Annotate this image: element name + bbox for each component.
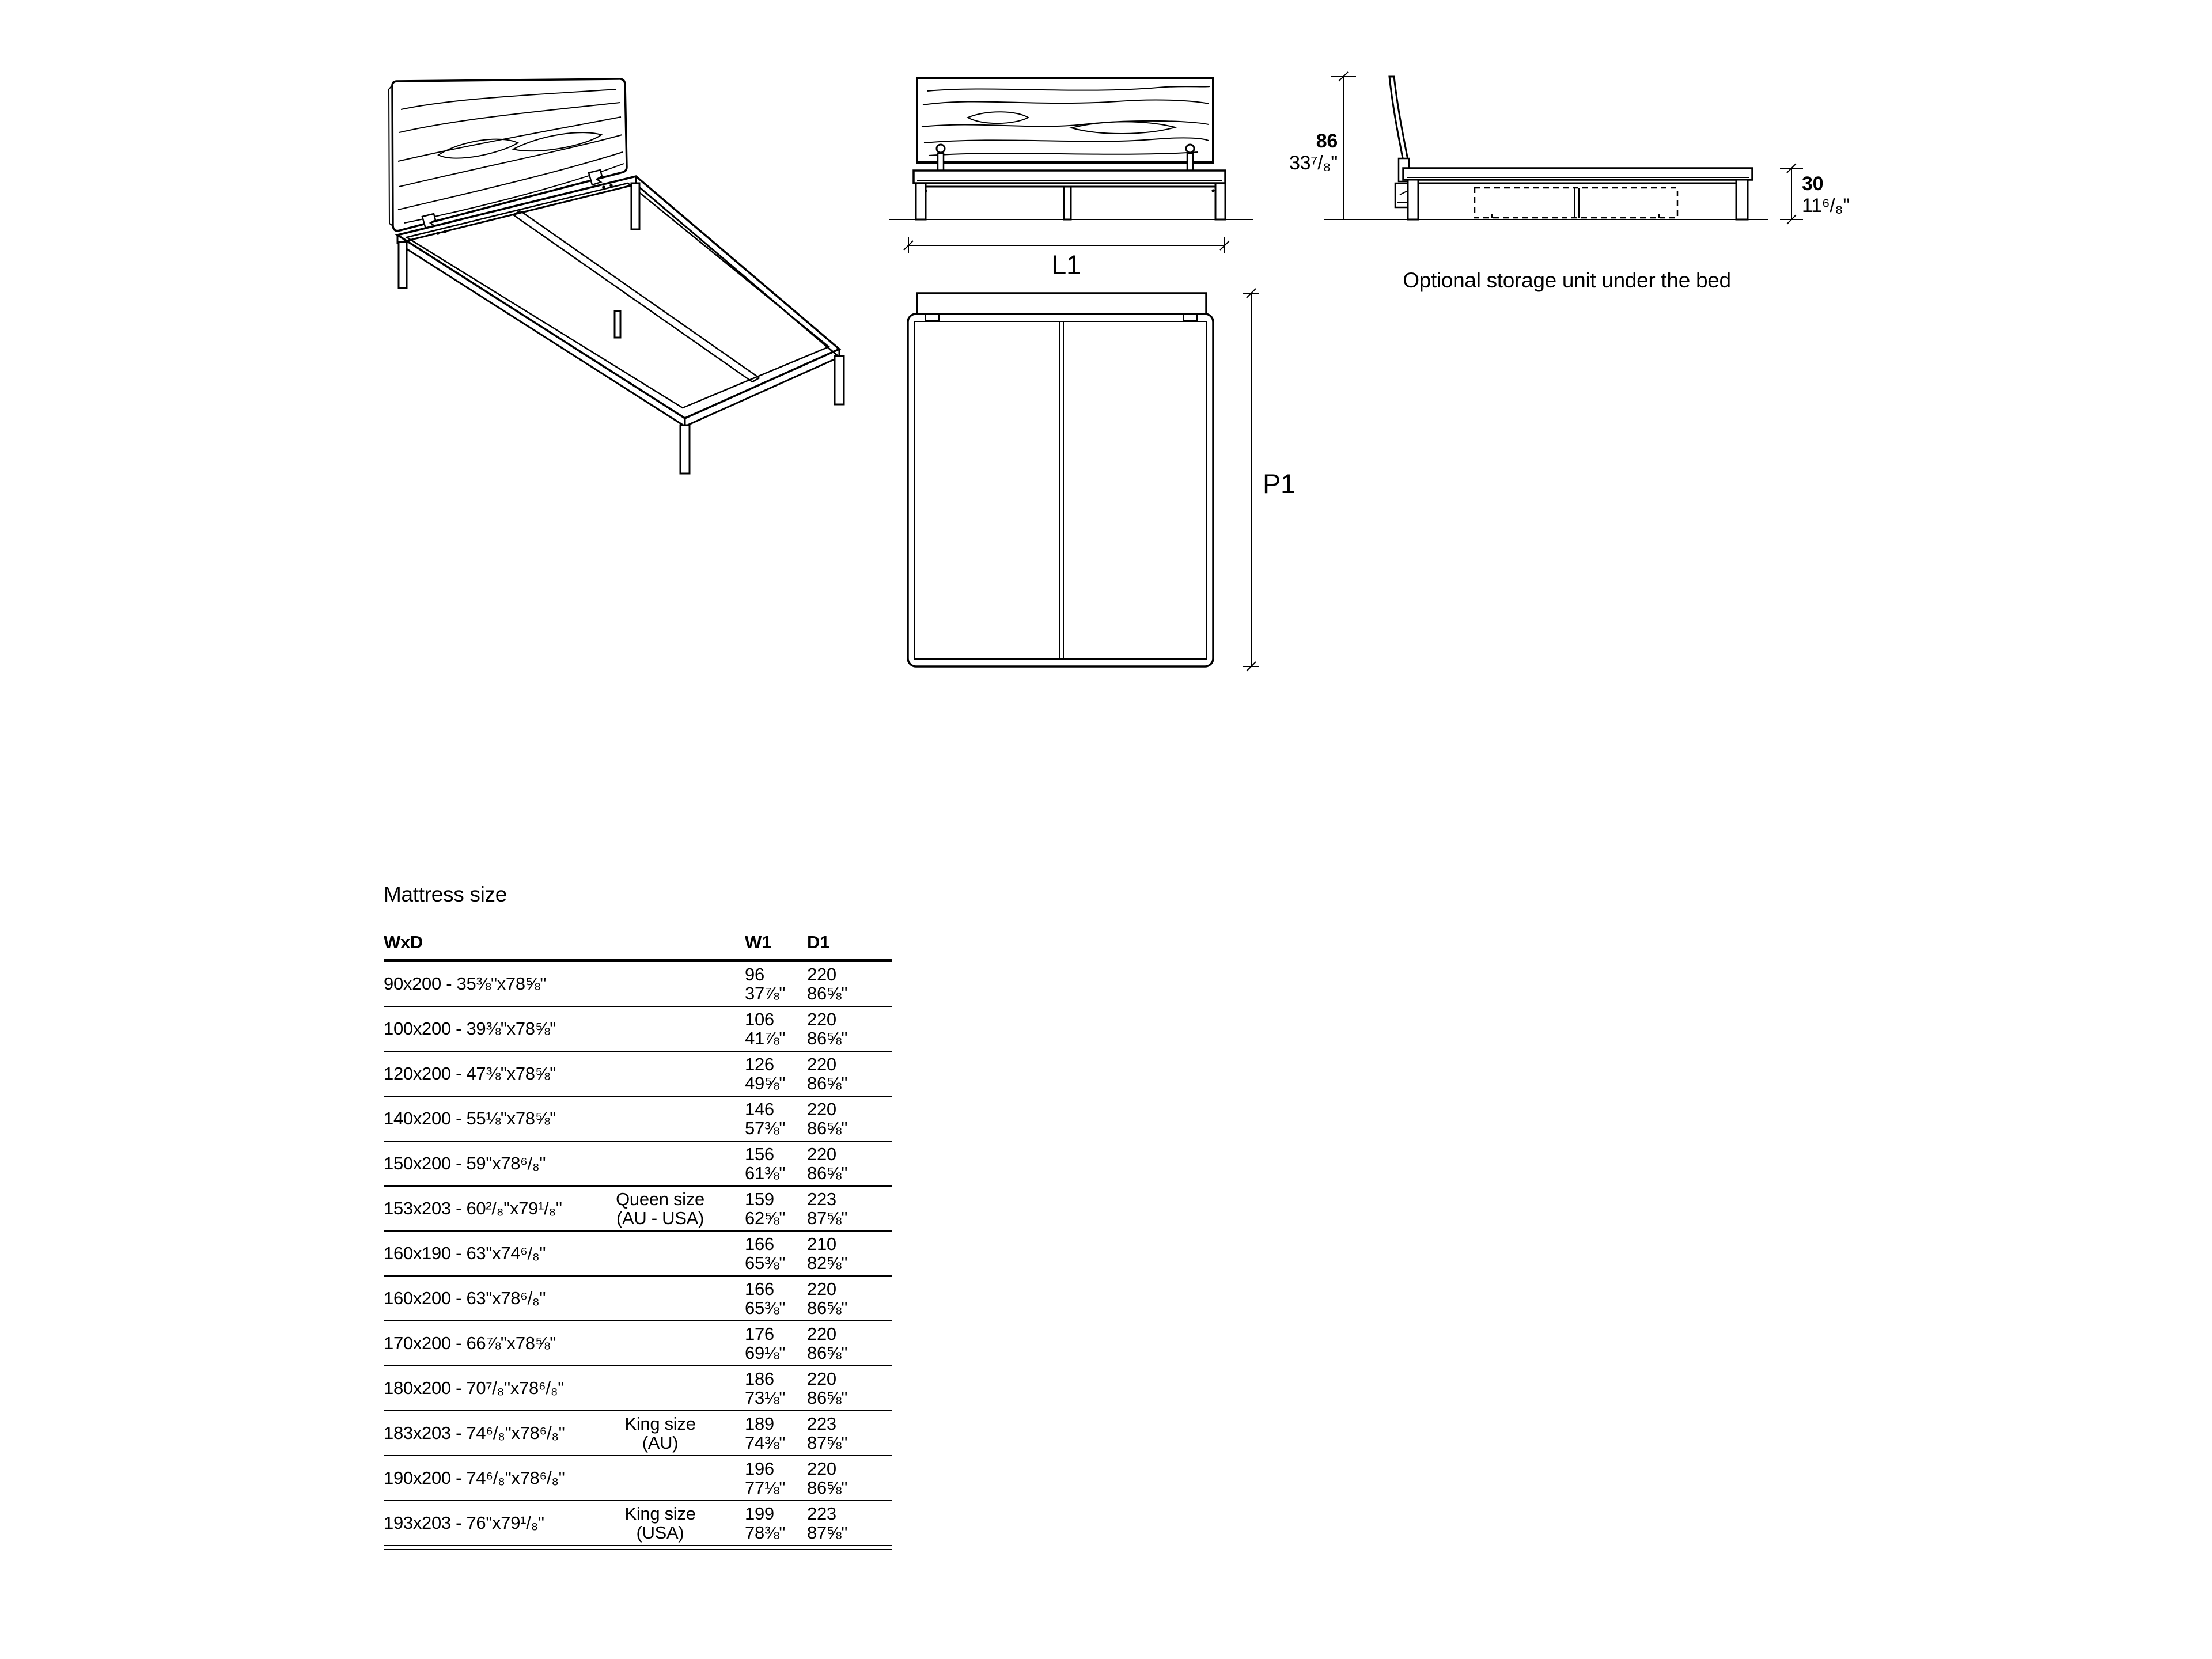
cell-w1: 146 57⅜" [745,1099,786,1138]
cell-wxd: 120x200 - 47⅜"x78⅝" [384,1063,556,1084]
cell-wxd: 90x200 - 35⅜"x78⅝" [384,974,547,994]
cell-d1: 220 86⅝" [807,964,848,1003]
table-row [384,1097,892,1142]
top-view-drawing [887,285,1302,688]
cell-w1: 196 77⅛" [745,1459,786,1498]
front-width-dimension-label: L1 [1051,249,1081,280]
table-row [384,1277,892,1321]
cell-w1: 189 74⅜" [745,1414,786,1453]
column-header-d1: D1 [807,932,830,952]
cell-w1: 166 65⅜" [745,1279,786,1318]
table-row [384,1366,892,1411]
cell-w1: 126 49⅝" [745,1054,786,1093]
table-bottom-rule [384,1549,892,1550]
headboard-height-dimension-label [1279,130,1338,174]
cell-w1: 156 61⅜" [745,1144,786,1183]
bed-plan-view-icon [887,285,1302,688]
cell-d1: 220 86⅝" [807,1054,848,1093]
table-row [384,1232,892,1277]
table-title: Mattress size [384,882,507,906]
frame-height-cm: 30 [1802,173,1824,195]
perspective-view-drawing [369,62,887,491]
table-row [384,1411,892,1456]
mattress-size-table [384,882,892,1550]
top-depth-dimension-label: P1 [1263,468,1296,499]
cell-w1: 186 73⅛" [745,1369,786,1408]
cell-d1: 220 86⅝" [807,1144,848,1183]
cell-wxd: 170x200 - 66⅞"x78⅝" [384,1333,556,1353]
cell-d1: 220 86⅝" [807,1099,848,1138]
cell-w1: 159 62⅝" [745,1189,786,1228]
frame-height-inches: 11⁶/₈" [1802,195,1850,217]
storage-caption: Optional storage unit under the bed [1403,268,1731,292]
table-row [384,962,892,1007]
cell-wxd: 153x203 - 60²/₈"x79¹/₈" [384,1198,562,1218]
cell-wxd: 160x200 - 63"x78⁶/₈" [384,1288,546,1308]
bed-frame-perspective-icon [369,62,887,491]
frame-height-dimension-label [1802,173,1850,217]
cell-d1: 223 87⅝" [807,1189,848,1228]
cell-wxd: 160x190 - 63"x74⁶/₈" [384,1243,546,1263]
table-row [384,1142,892,1187]
table-row [384,1321,892,1366]
table-row [384,1187,892,1232]
mattress-table-body [384,962,892,1546]
table-row [384,1456,892,1501]
table-row [384,1007,892,1052]
cell-w1: 176 69⅛" [745,1324,786,1363]
cell-d1: 223 87⅝" [807,1503,848,1543]
cell-w1: 199 78⅜" [745,1503,786,1543]
cell-w1: 96 37⅞" [745,964,786,1003]
cell-wxd: 183x203 - 74⁶/₈"x78⁶/₈" [384,1423,565,1443]
side-view-drawing [1319,69,1884,288]
cell-wxd: 190x200 - 74⁶/₈"x78⁶/₈" [384,1468,565,1488]
cell-d1: 220 86⅝" [807,1324,848,1363]
cell-wxd: 150x200 - 59"x78⁶/₈" [384,1153,546,1173]
table-row [384,1052,892,1097]
storage-unit-dashed-outline [1475,188,1677,218]
cell-w1: 166 65⅜" [745,1234,786,1273]
table-header-row [384,932,892,962]
cell-wxd: 180x200 - 70⁷/₈"x78⁶/₈" [384,1378,564,1398]
cell-d1: 220 86⅝" [807,1369,848,1408]
cell-size-note: King size (USA) [624,1503,696,1543]
headboard-height-inches: 33⁷/₈" [1289,152,1338,175]
cell-w1: 106 41⅞" [745,1009,786,1048]
cell-d1: 220 86⅝" [807,1009,848,1048]
cell-d1: 220 86⅝" [807,1459,848,1498]
headboard-height-cm: 86 [1316,130,1338,152]
cell-d1: 223 87⅝" [807,1414,848,1453]
column-header-wxd: WxD [384,932,423,952]
cell-d1: 210 82⅝" [807,1234,848,1273]
table-row [384,1501,892,1546]
column-header-w1: W1 [745,932,771,952]
cell-wxd: 100x200 - 39⅜"x78⅝" [384,1018,556,1039]
bed-side-elevation-icon [1319,69,1884,288]
cell-size-note: King size (AU) [624,1414,696,1453]
cell-size-note: Queen size (AU - USA) [616,1189,704,1228]
cell-d1: 220 86⅝" [807,1279,848,1318]
cell-wxd: 193x203 - 76"x79¹/₈" [384,1513,544,1533]
cell-wxd: 140x200 - 55⅛"x78⅝" [384,1108,556,1128]
